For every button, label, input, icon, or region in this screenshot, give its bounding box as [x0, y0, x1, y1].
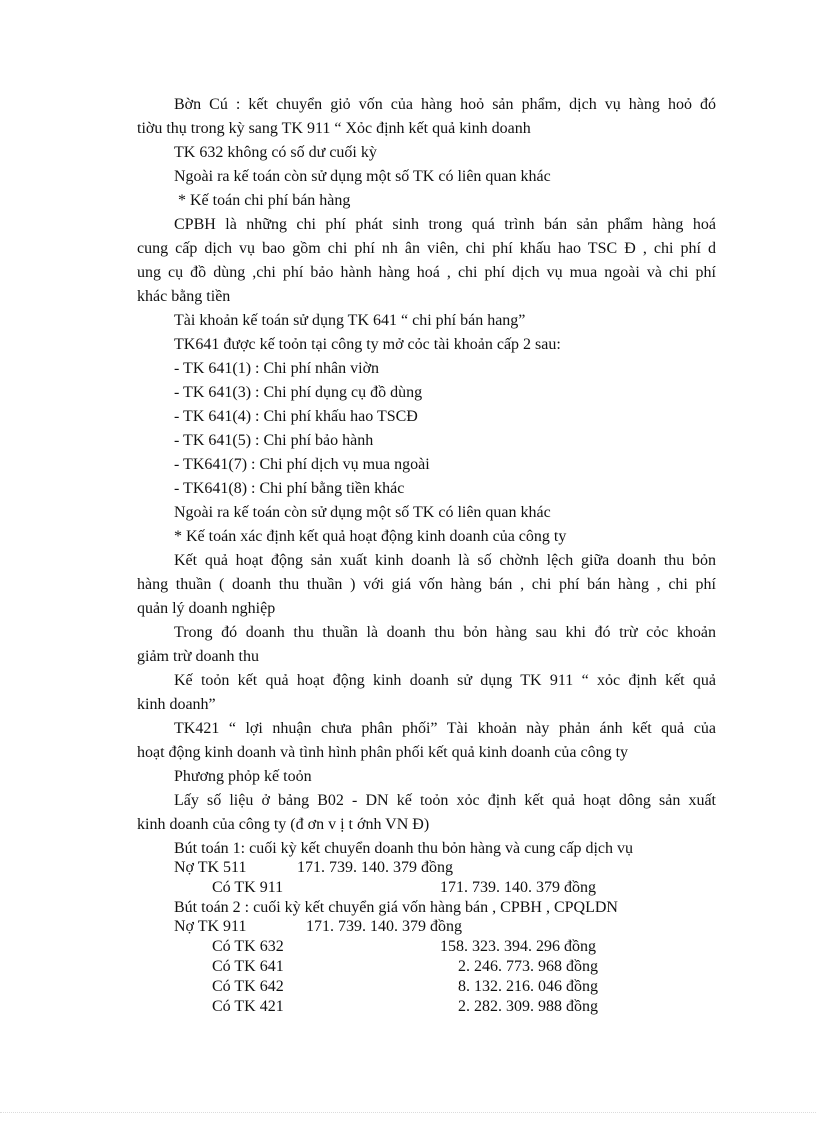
debit-account: Nợ TK 911: [174, 918, 247, 935]
paragraph-line: cung cấp dịch vụ bao gồm chi phí nh ân viên, chi phí khấu hao TSC Đ , chi phí d: [137, 240, 716, 257]
credit-amount: 2. 246. 773. 968 đồng: [458, 958, 598, 975]
credit-account: Có TK 632: [212, 938, 284, 955]
paragraph-line: Bờn Cú : kết chuyển giỏ vốn của hàng hoỏ sản phẩm, dịch vụ hàng hoỏ đó: [174, 96, 716, 113]
debit-amount: 171. 739. 140. 379 đồng: [306, 918, 462, 935]
paragraph-line: ung cụ đồ dùng ,chi phí bảo hành hàng hoá , chi phí dịch vụ mua ngoài và chi phí: [137, 264, 716, 281]
section-heading: * Kế toán xác định kết quả hoạt động kinh doanh của công ty: [174, 528, 567, 545]
list-item: - TK641(8) : Chi phí bằng tiền khác: [174, 480, 405, 497]
paragraph-line: hàng thuần ( doanh thu thuần ) với giá vốn hàng bán , chi phí bán hàng , chi phí: [137, 576, 716, 593]
debit-amount: 171. 739. 140. 379 đồng: [297, 859, 453, 876]
paragraph-line: Lấy số liệu ở bảng B02 - DN kế toỏn xỏc định kết quả hoạt dông sản xuất: [174, 792, 716, 809]
paragraph-line: Phương phỏp kế toỏn: [174, 768, 312, 785]
paragraph-line: Kế toỏn kết quả hoạt động kinh doanh sử dụng TK 911 “ xỏc định kết quả: [174, 672, 716, 689]
paragraph-line: TK 632 không có số dư cuối kỳ: [174, 144, 377, 161]
credit-account: Có TK 641: [212, 958, 284, 975]
list-item: - TK 641(4) : Chi phí khấu hao TSCĐ: [174, 408, 418, 425]
credit-amount: 8. 132. 216. 046 đồng: [458, 978, 598, 995]
list-item: - TK641(7) : Chi phí dịch vụ mua ngoài: [174, 456, 430, 473]
paragraph-line: kinh doanh”: [137, 696, 216, 713]
paragraph-line: Trong đó doanh thu thuần là doanh thu bỏn hàng sau khi đó trừ cỏc khoản: [174, 624, 716, 641]
list-item: - TK 641(1) : Chi phí nhân viờn: [174, 360, 380, 377]
paragraph-line: hoạt động kinh doanh và tình hình phân phối kết quả kinh doanh của công ty: [137, 744, 629, 761]
list-item: - TK 641(3) : Chi phí dụng cụ đồ dùng: [174, 384, 423, 401]
paragraph-line: Tài khoản kế toán sử dụng TK 641 “ chi phí bán hang”: [174, 312, 526, 329]
paragraph-line: Ngoài ra kế toán còn sử dụng một số TK có liên quan khác: [174, 168, 551, 185]
credit-account: Có TK 421: [212, 998, 284, 1015]
paragraph-line: quản lý doanh nghiệp: [137, 600, 276, 617]
paragraph-line: CPBH là những chi phí phát sinh trong quá trình bán sản phẩm hàng hoá: [174, 216, 716, 233]
credit-account: Có TK 911: [212, 879, 284, 896]
list-item: - TK 641(5) : Chi phí bảo hành: [174, 432, 374, 449]
paragraph-line: TK641 được kế toỏn tại công ty mở cỏc tài khoản cấp 2 sau:: [174, 336, 561, 353]
credit-amount: 2. 282. 309. 988 đồng: [458, 998, 598, 1015]
credit-account: Có TK 642: [212, 978, 284, 995]
paragraph-line: Ngoài ra kế toán còn sử dụng một số TK có liên quan khác: [174, 504, 551, 521]
credit-amount: 158. 323. 394. 296 đồng: [440, 938, 596, 955]
paragraph-line: tiờu thụ trong kỳ sang TK 911 “ Xỏc định kết quả kinh doanh: [137, 120, 531, 137]
section-heading: * Kế toán chi phí bán hàng: [178, 192, 351, 209]
credit-amount: 171. 739. 140. 379 đồng: [440, 879, 596, 896]
debit-account: Nợ TK 511: [174, 859, 247, 876]
paragraph-line: Kết quả hoạt động sản xuất kinh doanh là số chờnh lệch giữa doanh thu bỏn: [174, 552, 716, 569]
entry-heading: Bút toán 1: cuối kỳ kết chuyển doanh thu bỏn hàng và cung cấp dịch vụ: [174, 840, 634, 857]
paragraph-line: giảm trừ doanh thu: [137, 648, 259, 665]
entry-heading: Bút toán 2 : cuối kỳ kết chuyển giá vốn hàng bán , CPBH , CPQLDN: [174, 899, 618, 916]
page-bottom-divider: [0, 1112, 816, 1113]
paragraph-line: TK421 “ lợi nhuận chưa phân phối” Tài khoản này phản ánh kết quả của: [174, 720, 716, 737]
paragraph-line: kinh doanh của công ty (đ ơn v ị t ớnh VN Đ): [137, 816, 430, 833]
paragraph-line: khác bằng tiền: [137, 288, 231, 305]
